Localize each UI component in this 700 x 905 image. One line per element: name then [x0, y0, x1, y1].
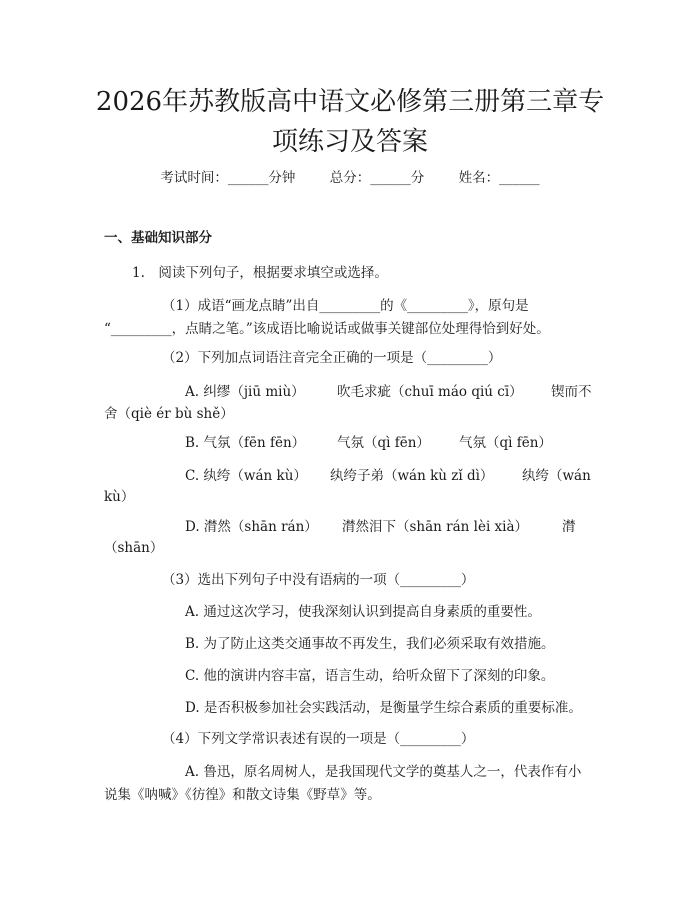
exam-time-field: 考试时间：______分钟 — [160, 170, 296, 186]
option-2d-item-1: D. 潸然（shān rán） — [185, 519, 318, 535]
option-2b-item-3: 气氛（qì fēn） — [459, 435, 552, 451]
option-2c-item-2: 纨绔子弟（wán kù zǐ dì） — [330, 468, 494, 484]
option-2c-item-3: 纨绔（wán — [522, 468, 591, 484]
option-2d-continued: （shān） — [104, 540, 164, 556]
option-4a-line-2: 说集《呐喊》《彷徨》和散文诗集《野草》等。 — [104, 787, 381, 803]
option-3b: B. 为了防止这类交通事故不再发生，我们必须采取有效措施。 — [185, 636, 555, 652]
option-2a-item-2: 吹毛求疵（chuī máo qiú cī） — [337, 384, 523, 400]
option-2b-item-1: B. 气氛（fēn fēn） — [185, 435, 306, 451]
option-2a-continued: 舍（qiè ér bù shě） — [104, 406, 234, 422]
subquestion-1-line-1: （1）成语“画龙点睛”出自_________的《_________》，原句是 — [162, 298, 529, 314]
option-2d-item-3: 潸 — [562, 519, 576, 535]
option-2a-item-3: 锲而不 — [551, 384, 592, 400]
subquestion-4-stem: （4）下列文学常识表述有误的一项是（_________） — [162, 731, 475, 747]
option-2c-continued: kù） — [104, 489, 135, 505]
title-line-1: 2026年苏教版高中语文必修第三册第三章专 — [95, 87, 605, 117]
subquestion-1-line-2: “_________，点睛之笔。”该成语比喻说话或做事关键部位处理得恰到好处。 — [104, 321, 550, 337]
total-score-field: 总分：______分 — [329, 170, 425, 186]
option-3d: D. 是否积极参加社会实践活动，是衡量学生综合素质的重要标准。 — [185, 700, 582, 716]
option-2d-item-2: 潸然泪下（shān rán lèi xià） — [342, 519, 529, 535]
option-2c-item-1: C. 纨绔（wán kù） — [185, 468, 307, 484]
option-2b-item-2: 气氛（qì fēn） — [337, 435, 430, 451]
title-line-2: 项练习及答案 — [271, 127, 428, 157]
option-2a-row — [185, 382, 592, 402]
section-heading-basics: 一、基础知识部分 — [104, 230, 212, 246]
document-title — [60, 82, 640, 162]
subquestion-2-stem: （2）下列加点词语注音完全正确的一项是（_________） — [162, 350, 502, 366]
option-2d-row — [185, 517, 576, 537]
exam-meta — [60, 168, 640, 188]
question-1-intro: 1. 阅读下列句子，根据要求填空或选择。 — [132, 265, 388, 281]
option-2a-item-1: A. 纠缪（jiū miù） — [185, 384, 305, 400]
option-3a: A. 通过这次学习，使我深刻认识到提高自身素质的重要性。 — [185, 604, 541, 620]
option-2c-row — [185, 466, 591, 486]
option-2b-row — [185, 433, 552, 453]
subquestion-3-stem: （3）选出下列句子中没有语病的一项（_________） — [162, 572, 475, 588]
option-3c: C. 他的演讲内容丰富，语言生动，给听众留下了深刻的印象。 — [185, 668, 555, 684]
student-name-field: 姓名：______ — [458, 170, 540, 186]
option-4a-line-1: A. 鲁迅，原名周树人，是我国现代文学的奠基人之一，代表作有小 — [185, 764, 582, 780]
